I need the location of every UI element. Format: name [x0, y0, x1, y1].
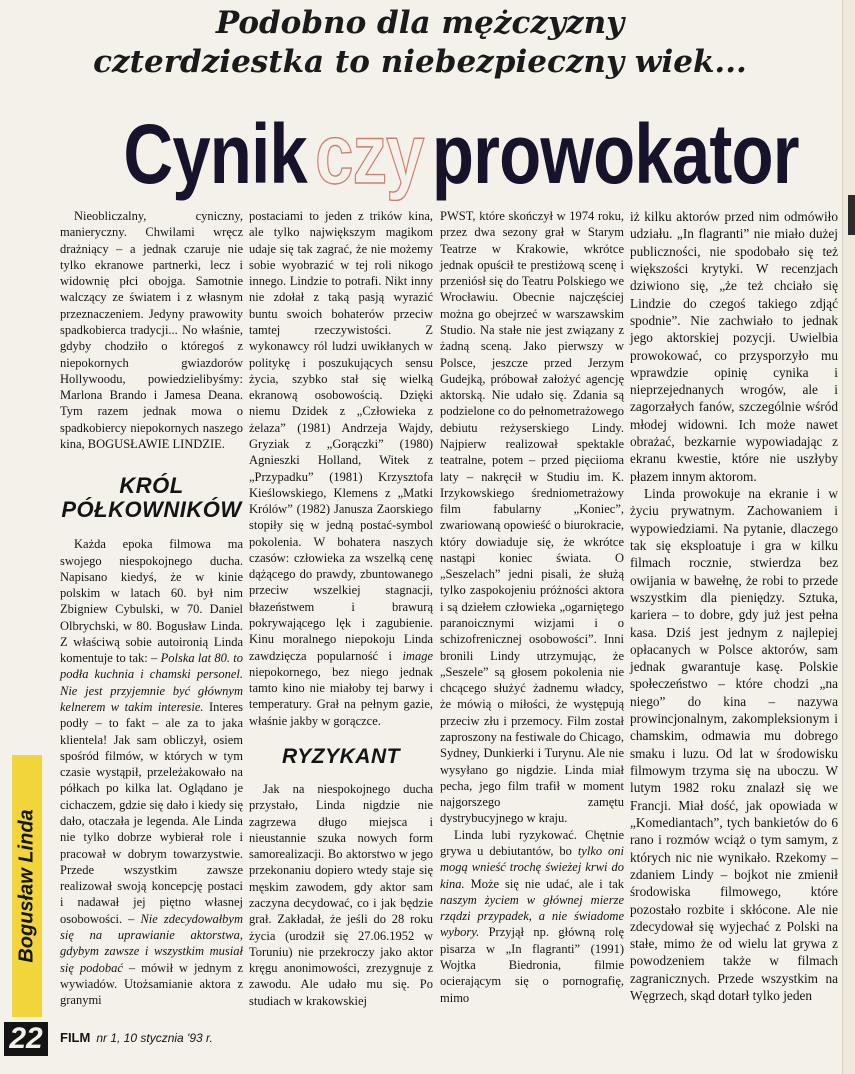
body-paragraph	[440, 827, 624, 1006]
quote-span: naszym życiem w głównej mierze rządzi przypadek, a nie świadome wybory.	[440, 892, 624, 940]
issue-info: nr 1, 10 stycznia '93 r.	[96, 1031, 213, 1045]
facing-page-mark	[848, 195, 855, 235]
sidebar-name-label: Bogusław Linda	[15, 809, 38, 963]
text-span: Przyjął np. główną rolę pisarza w „In flagranti” (1991) Wojtka Biedronia, filmie ocierającym się o pornografię, mimo	[440, 925, 624, 1005]
quote-span: Nie zdecydowałbym się na uprawianie aktorstwa, gdybym zawsze i wszystkim musiał się podobać	[60, 911, 243, 975]
text-span: Każda epoka filmowa ma swojego niespokojnego ducha. Napisano kiedyś, że w kinie polskim w latach 60. był nim Zbigniew Cybulski, w 70. Daniel Olbrychski, w 80. Bogusław Linda. Z właściwą sobie autoironią Linda komentuje to tak: –	[60, 537, 243, 666]
article-kicker	[40, 4, 800, 82]
magazine-name: FILM	[60, 1030, 91, 1045]
text-column-3	[440, 208, 624, 1006]
italic-span: image	[402, 648, 434, 663]
text-span: Interes podły – to fakt – ale za to jaka klientela! Jak sam obliczył, osiem spośród filmów, w których w tym czasie wystąpił, przeleżakowało na półkach po kilka lat. Oglądano je cichaczem, gdzie się dało i kiedy się dało, otaczała je legenda. Ale Linda nie tylko dobrze wybierał role i pracował w dobrym towarzystwie. Przede wszystkim zawsze realizował swoją koncepcję postaci i nadawał jej piętno własnej osobowości. –	[60, 700, 244, 926]
text-span: – mówił w jednym z wywiadów. Utożsamianie aktora z granymi	[60, 960, 244, 1008]
body-paragraph: Jak na niespokojnego ducha przystało, Linda nigdzie nie zagrzewa długo miejsca i nieustannie szuka nowych form samorealizacji. Bo aktorstwo w jego przekonaniu dopiero wtedy staje się męskim zawodem, gdy aktor sam zaczyna decydować, co i jak będzie grał. Zakładał, że jeśli do 28 roku życia (urodził się 27.06.1952 w Toruniu) nie przekroczy jako aktor kręgu anonimowości, zrezygnuje z zawodu. Ale udało mu się. Po studiach w krakowskiej	[249, 782, 433, 1008]
body-paragraph: iż kilku aktorów przed nim odmówiło udziału. „In flagranti” nie miało dużej publiczności, nie spodobało się też większości krytyki. W recenzjach dziwiono się, „że też chciało się Lindzie do czegoś takiego zdjąć spodnie”. Nie zachwiało to jednak jego aktorskiej pozycji. Uwielbia prowokować, co przysporzyło mu wprawdzie opinię cynika i nieprzejednanych wrogów, ale i zagorzałych fanów, szczególnie wśród młodej widowni. Ich może nawet obrażać, bezkarnie wypowiadając z ekranu kwestie, które nie uszłyby płazem innym aktorom.	[630, 209, 838, 484]
headline-word-cynik: Cynik	[123, 107, 307, 201]
text-span: Linda lubi ryzykować. Chętnie grywa u debiutantów, bo	[440, 827, 624, 858]
page-number: 22	[4, 1022, 48, 1056]
body-paragraph: Linda prowokuje na ekranie i w życiu prywatnym. Zachowaniem i wypowiedziami. Na pytanie, dlaczego tak się eksploatuje i gra w kilku filmach rocznie, stwierdza bez owijania w bawełnę, że robi to przede wszystkim dla pieniędzy. Sztuka, kariera – to dobre, gdy już jest pełna kasa. Dziś jest jednym z najlepiej opłacanych w Polsce aktorów, sam jednak gwarantuje kasę. Polskie społeczeństwo – które chodzi „na niego” do kina – nazywa prowincjonalnym, zakompleksionym i chamskim, odmawia mu dobrego smaku i luzu. Od lat w środowisku filmowym trzyma się na uboczu. W lutym 1982 roku znalazł się we Francji. Miał dość, jak opowiada w „Komediantach”, tych bankietów do 6 rano i rozmów wciąż o tym samym, z których nic nie wynikało. Rzekomy – zdaniem Lindy – bojkot nie zmienił środowiska filmowego, które pozostało rozbite i skłócone. Ale nie zdecydował się wyjechać z Polski na stałe, mimo że od wielu lat grywa z powodzeniem także w filmach zagranicznych. Przede wszystkim na Węgrzech, skąd dotarł tylko jeden	[630, 486, 838, 1004]
text-column-2	[249, 208, 433, 1009]
text-column-4	[630, 208, 838, 1004]
facing-page-edge	[842, 0, 855, 1074]
article-headline	[123, 104, 799, 204]
kicker-line-1: Podobno dla mężczyzny	[215, 5, 625, 41]
name-sidebar-tab	[12, 755, 42, 1017]
lead-paragraph: Nieobliczalny, cyniczny, manieryczny. Chwilami wręcz drażniący – a jednak czaruje nie tylko ekranowe partnerki, lecz i widownię płci obojga. Samotnie walczący ze światem i z własnym przeznaczeniem. Jedyny prawowity spadkobierca tradycji... No właśnie, gdyby chodziło o któregoś z niepokornych gwiazdorów Hollywoodu, powiedzielibyśmy: Marlona Brando i Jamesa Deana. Tym razem jednak mowa o spadkobiercy niepokornych naszego kina, BOGUSŁAWIE LINDZIE.	[60, 209, 243, 451]
body-paragraph: PWST, które skończył w 1974 roku, przez dwa sezony grał w Starym Teatrze w Krakowie, wkrótce jednak opuścił te prestiżową scenę i przeniósł się do Teatru Polskiego we Wrocławiu. Obecnie najczęściej można go obejrzeć w warszawskim Studio. Na stałe nie jest związany z żadną sceną. Jako pierwszy w Polsce, jeszcze przed Jerzym Gudejką, próbował założyć agencję aktorską. Nie udało się. Zdania są podzielone co do pełnometrażowego debiutu reżyserskiego Lindy. Najpierw realizował spektakle teatralne, potem – przed pięciioma laty – nakręcił w Studiu im. K. Irzykowskiego średniometrażowy film fabularny „Koniec”, zwariowaną opowieść o biurokracie, który dowiaduje się, że wkrótce nastąpi koniec świata. O „Seszelach” jedni pisali, że służą tylko zaspokojeniu próżności aktora i są dziełem człowieka „ogarniętego paranoicznymi wizjami i o schizofrenicznej osobowości”. Inni bronili Lindy utrzymując, że „Seszele” są głosem pokolenia nie chcącego służyć żadnemu władcy, że mówią o miłości, że występują przeciw złu i przemocy. Film został zaproszony na festiwale do Chicago, Sydney, Dunkierki i Turynu. Ale nie wysyłano go nigdzie. Linda miał pecha, jego film trafił w moment najgorszego zamętu dystrybucyjnego w kraju.	[440, 209, 624, 826]
headline-word-czy: czy	[315, 107, 424, 201]
text-span: Może się nie udać, ale i tak	[470, 876, 625, 891]
text-span: niepokornego, bez niego jednak tamto kino nie miałoby tej barwy i temperatury. Grał na pełnym gazie, właśnie jakby w gorączce.	[249, 664, 433, 728]
page-footer	[60, 1030, 213, 1045]
headline-word-prowokator: prowokator	[431, 107, 799, 201]
quote-span: Polska lat 80. to podła kuchnia i chamski personel. Nie jest przyjemnie być głównym kelnerem w takim interesie.	[60, 651, 243, 715]
body-paragraph	[60, 536, 243, 1008]
subheading-krol-polkownikow: KRÓL PÓŁKOWNIKÓW	[61, 473, 242, 523]
text-span: postaciami to jeden z trików kina, ale tylko największym magikom udaje się tak zagrać, że nie możemy sobie wyobrazić w tej roli nikogo innego. Lindzie to potrafi. Nikt inny nie zdołał z taką pasją wyrazić buntu swoich bohaterów przeciw tamtej rzeczywistości. Z wykonawcy ról ludzi uwikłanych w politykę i poszukujących sensu życia, szybko stał się wielką ekranową osobowością. Dzięki niemu Dzidek z „Człowieka z żelaza” (1981) Andrzeja Wajdy, Gryziak z „Gorączki” (1980) Agnieszki Holland, Witek z „Przypadku” (1981) Krzysztofa Kieślowskiego, Klemens z „Matki Królów” (1982) Janusza Zaorskiego stopiły się w jedną postać-symbol pokolenia. W bohatera naszych czasów: człowieka za wszelką cenę dążącego do prawdy, zbuntowanego przeciw wszelkiej stagnacji, błazeństwem i brawurą pokrywającego lęk i zagubienie. Kinu moralnego niepokoju Linda zawdzięcza popularność i	[249, 209, 433, 663]
text-column-1	[60, 208, 243, 1008]
kicker-line-2: czterdziestka to niebezpieczny wiek...	[93, 44, 747, 80]
body-paragraph	[249, 208, 433, 729]
quote-span: tylko oni mogą wnieść trochę świeżej krwi do kina.	[440, 843, 625, 891]
subheading-ryzykant: RYZYKANT	[282, 745, 400, 768]
